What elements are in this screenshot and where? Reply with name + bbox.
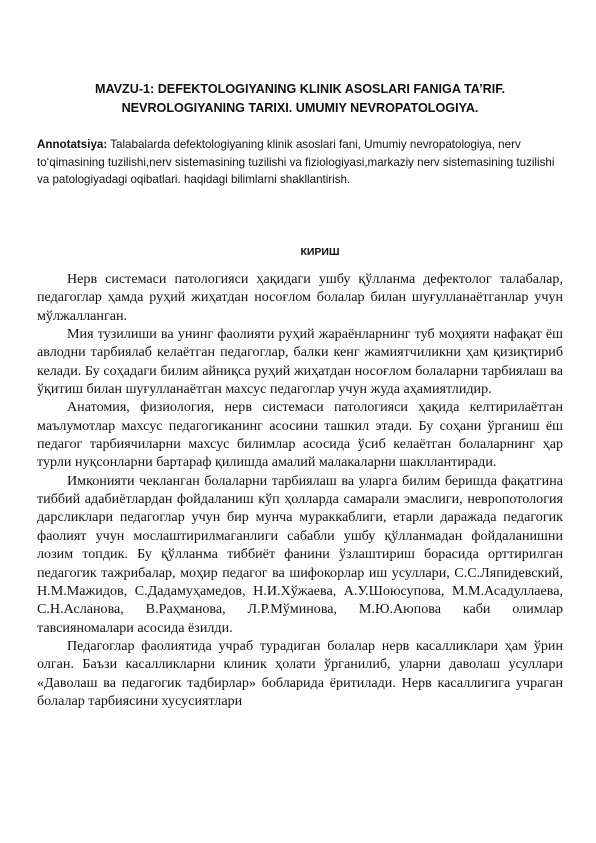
paragraph: Педагоглар фаолиятида учраб турадиган болалар нерв касалликлари ҳам ўрин олган. Баъзи касалликларни клиник ҳолати ўрганилиб, уларни даволаш усуллари «Даволаш ва педагогик тадбирлар» бобларида ёритилади. Нерв касаллигига учраган болалар тарбиясини хусусиятлари (37, 637, 563, 709)
paragraph: Мия тузилиши ва унинг фаолияти руҳий жараёнларнинг туб моҳияти нафақат ёш авлодни тарбиялаб келаётган педагоглар, балки кенг жамиятчиликни ҳам қизиқтириб келади. Бу соҳадаги билим айниқса руҳий жиҳатдан носоғлом болаларни тарбиялаш ва ўқитиш билан шуғулланаётган махсус педагоглар учун жуда аҳамиятлидир. (37, 326, 563, 398)
body-text (37, 270, 563, 710)
document-title (40, 80, 560, 118)
annotation-block (37, 136, 563, 189)
paragraph: Анатомия, физиология, нерв системаси патологияси ҳақида келтирилаётган маълумотлар махсус педагогиканинг асосини ташкил этади. Бу соҳани ўрганиш ёш педагог тарбиячиларни махсус билимлар асосида ўсиб келаётган болаларнинг ҳар турли нуқсонларни бартараф қилишда амалий малакаларни шакллантиради. (37, 399, 563, 471)
paragraph: Нерв системаси патологияси ҳақидаги ушбу қўлланма дефектолог талабалар, педагоглар ҳамда руҳий жиҳатдан носоғлом болалар билан шуғулланаётганлар учун мўлжалланган. (37, 271, 563, 324)
title-line-1: MAVZU-1: DEFEKTOLOGIYANING KLINIK ASOSLARI FANIGA TA’RIF. (94, 82, 505, 96)
annotation-text: Talabalarda defektologiyaning klinik asoslari fani, Umumiy nevropatologiya, nerv to‘qimasining tuzilishi,nerv sistemasining tuzilishi va fiziologiyasi,markaziy nerv sistemasining tuzilishi va patologiyadagi oqibatlari. haqidagi bilimlarni shakllantirish. (37, 138, 555, 186)
annotation-label: Annotatsiya: (37, 138, 108, 151)
intro-heading: КИРИШ (300, 246, 340, 258)
paragraph: Имконияти чекланган болаларни тарбиялаш ва уларга билим беришда фақатгина тиббий адабиётлардан фойдаланиш кўп ҳолларда самарали эмаслиги, невропотология дарсликлари педагоглар учун бир мунча мураккаблиги, етарли даражада педагогик фаолият учун мослаштирилмаганлиги сабабли ушбу қўлланмадан фойдаланишни лозим топдик. Бу қўлланма тиббиёт фанини ўзлаштириш борасида орттирилган педагогик тажрибалар, моҳир педагог ва шифокорлар иш усуллари, С.С.Ляпидевский, Н.М.Мажидов, С.Дадамуҳамедов, Н.И.Хўжаева, А.У.Шоюсупова, М.М.Асадуллаева, С.Н.Асланова, В.Раҳманова, Л.Р.Мўминова, М.Ю.Аюпова каби олимлар тавсияномалари асосида ёзилди. (37, 472, 563, 636)
title-line-2: NEVROLOGIYANING TARIXI. UMUMIY NEVROPATOLOGIYA. (121, 101, 479, 115)
